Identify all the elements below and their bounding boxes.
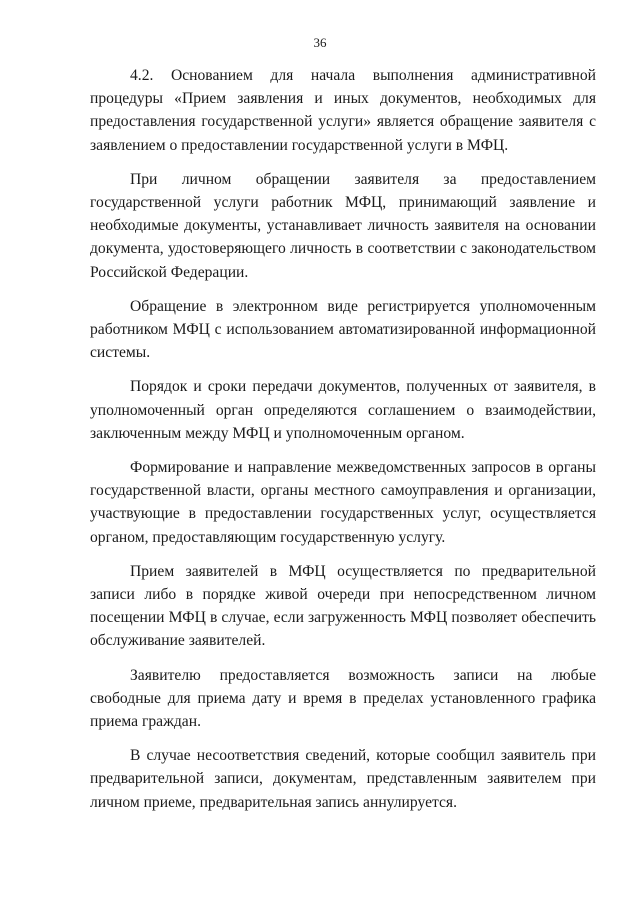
paragraph-4-2-basis: 4.2. Основанием для начала выполнения административной процедуры «Прием заявления и иных документов, необходимых для предоставления государственной услуги» является обращение заявителя с заявлением о предоставлении государственной услуги в МФЦ. bbox=[90, 67, 596, 154]
paragraph-appointment-booking: Заявителю предоставляется возможность записи на любые свободные для приема дату и время в пределах установленного графика приема граждан. bbox=[90, 666, 596, 731]
paragraph-personal-appeal: При личном обращении заявителя за предоставлением государственной услуги работник МФЦ, принимающий заявление и необходимые документы, устанавливает личность заявителя на основании документа, удостоверяющего личность в соответствии с законодательством Российской Федерации. bbox=[90, 170, 596, 281]
paragraph-booking-cancellation: В случае несоответствия сведений, которые сообщил заявитель при предварительной записи, документам, представленным заявителем при личном приеме, предварительная запись аннулируется. bbox=[90, 747, 596, 811]
page-number: 36 bbox=[313, 35, 327, 50]
paragraph-reception-order: Прием заявителей в МФЦ осуществляется по предварительной записи либо в порядке живой очереди при непосредственном личном посещении МФЦ в случае, если загруженность МФЦ позволяет обеспечить обслуживание заявителей. bbox=[90, 562, 596, 650]
paragraph-electronic-appeal: Обращение в электронном виде регистрируется уполномоченным работником МФЦ с использованием автоматизированной информационной системы. bbox=[90, 297, 596, 362]
paragraph-interagency-requests: Формирование и направление межведомственных запросов в органы государственной власти, органы местного самоуправления и организации, участвующие в предоставлении государственных услуг, осуществляется органом, предоставляющим государственную услугу. bbox=[90, 459, 596, 546]
document-body bbox=[90, 64, 596, 814]
paragraph-document-transfer: Порядок и сроки передачи документов, полученных от заявителя, в уполномоченный орган определяются соглашением о взаимодействии, заключенным между МФЦ и уполномоченным органом. bbox=[90, 378, 596, 442]
